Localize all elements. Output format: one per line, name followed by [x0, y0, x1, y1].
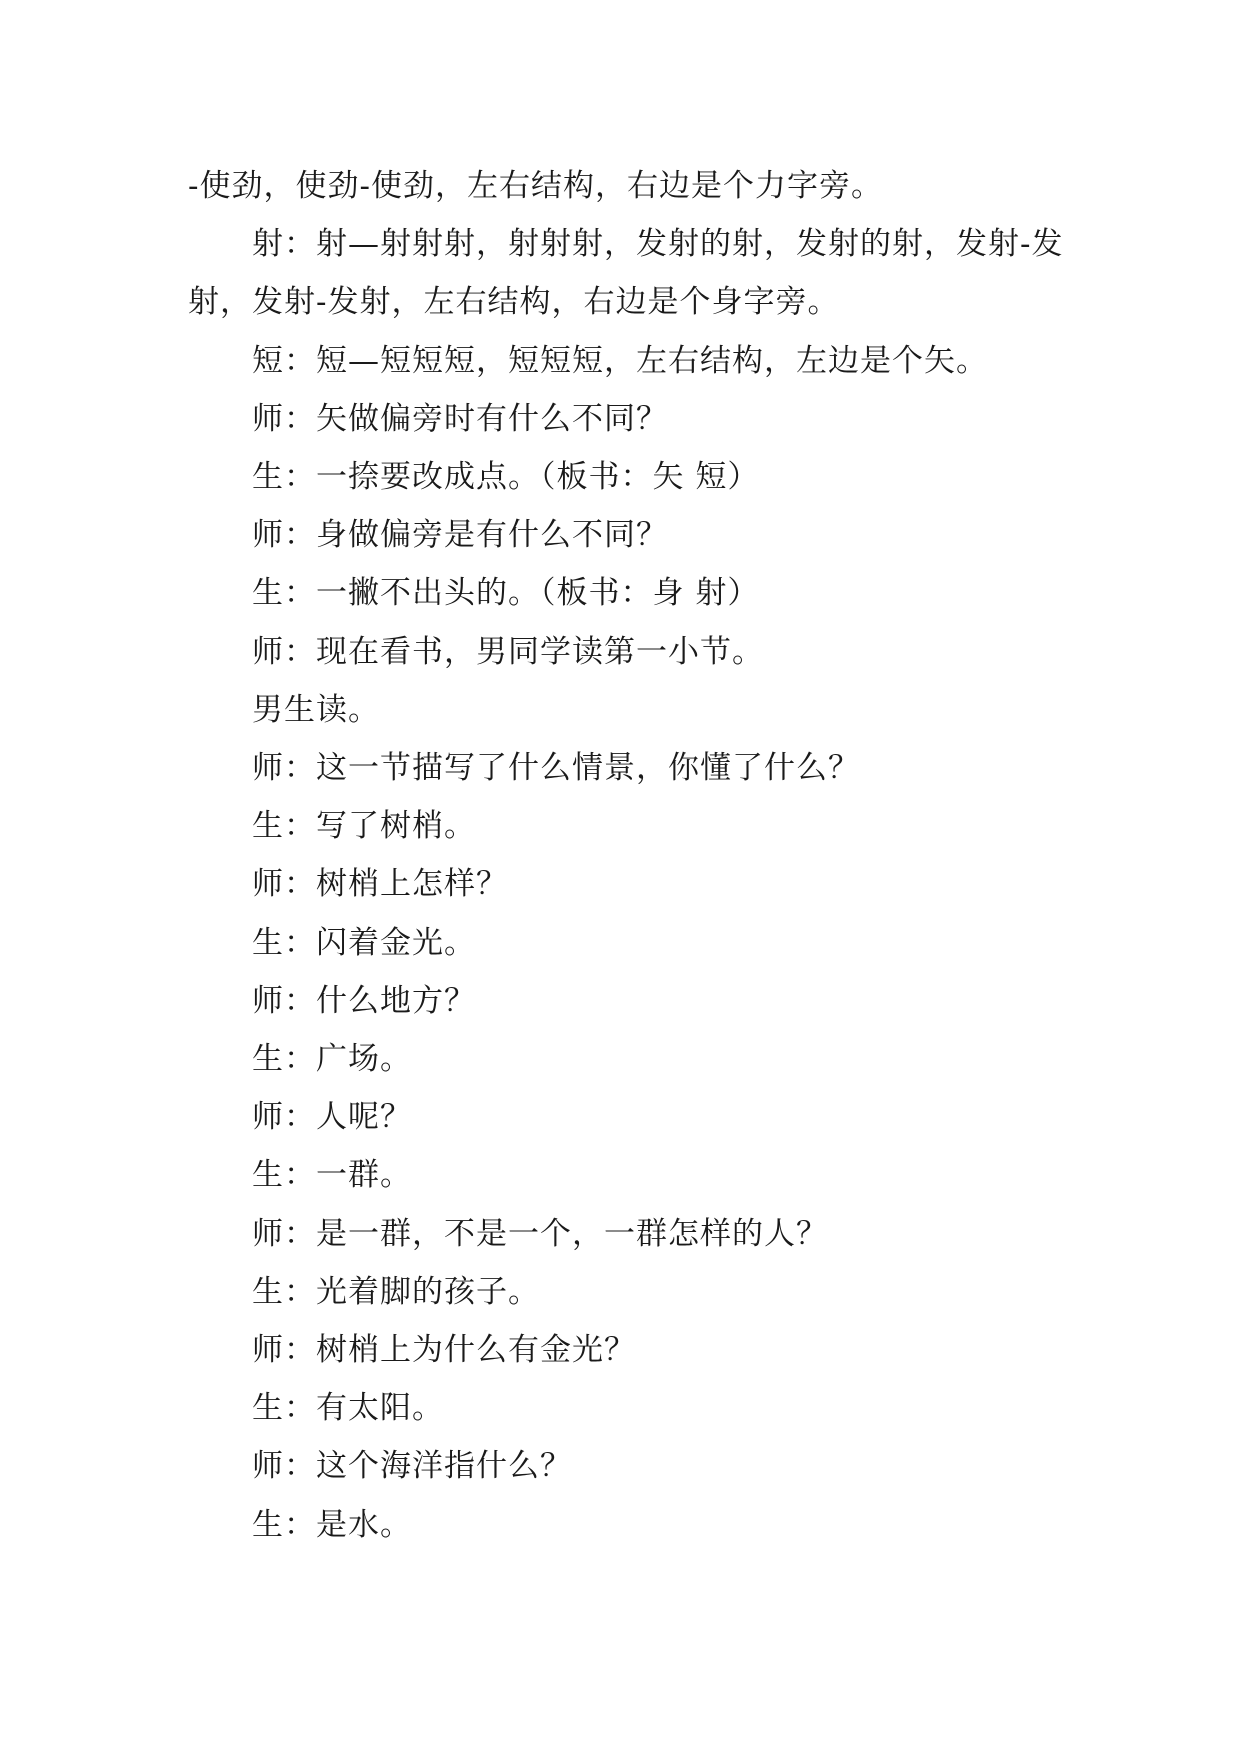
dialogue-line: 师：这一节描写了什么情景，你懂了什么？ — [252, 750, 860, 787]
dialogue-line: 师：身做偏旁是有什么不同？ — [252, 517, 668, 554]
dialogue-line: 师：树梢上为什么有金光？ — [252, 1332, 636, 1369]
dialogue-line: 生：一捺要改成点。（板书：矢 短） — [252, 459, 760, 496]
dialogue-line: 生：有太阳。 — [252, 1390, 444, 1427]
dialogue-line: 生：光着脚的孩子。 — [252, 1273, 540, 1310]
dialogue-line: 师：这个海洋指什么？ — [252, 1448, 572, 1485]
dialogue-line: 生：广场。 — [252, 1041, 412, 1078]
dialogue-line: 师：现在看书，男同学读第一小节。 — [252, 633, 764, 670]
dialogue-line: 生：写了树梢。 — [252, 808, 476, 845]
dialogue-line: 师：什么地方？ — [252, 982, 476, 1019]
paragraph-she: 射：射—射射射，射射射，发射的射，发射的射，发射-发射，发射-发射，左右结构，右边是个身字旁。 — [188, 226, 1064, 321]
dialogue-line: 生：一群。 — [252, 1157, 412, 1194]
dialogue-line: 师：矢做偏旁时有什么不同？ — [252, 400, 668, 437]
narration-line: 男生读。 — [252, 691, 380, 728]
document-body — [188, 157, 1068, 1554]
dialogue-line: 师：是一群，不是一个，一群怎样的人？ — [252, 1215, 828, 1252]
dialogue-line: 生：闪着金光。 — [252, 924, 476, 961]
dialogue-line: 师：树梢上怎样？ — [252, 866, 508, 903]
dialogue-line: 生：是水。 — [252, 1506, 412, 1543]
paragraph-continuation: -使劲，使劲-使劲，左右结构，右边是个力字旁。 — [188, 168, 883, 204]
dialogue-line: 师：人呢？ — [252, 1099, 412, 1136]
paragraph-duan: 短：短—短短短，短短短，左右结构，左边是个矢。 — [252, 342, 988, 379]
dialogue-line: 生：一撇不出头的。（板书：身 射） — [252, 575, 760, 612]
